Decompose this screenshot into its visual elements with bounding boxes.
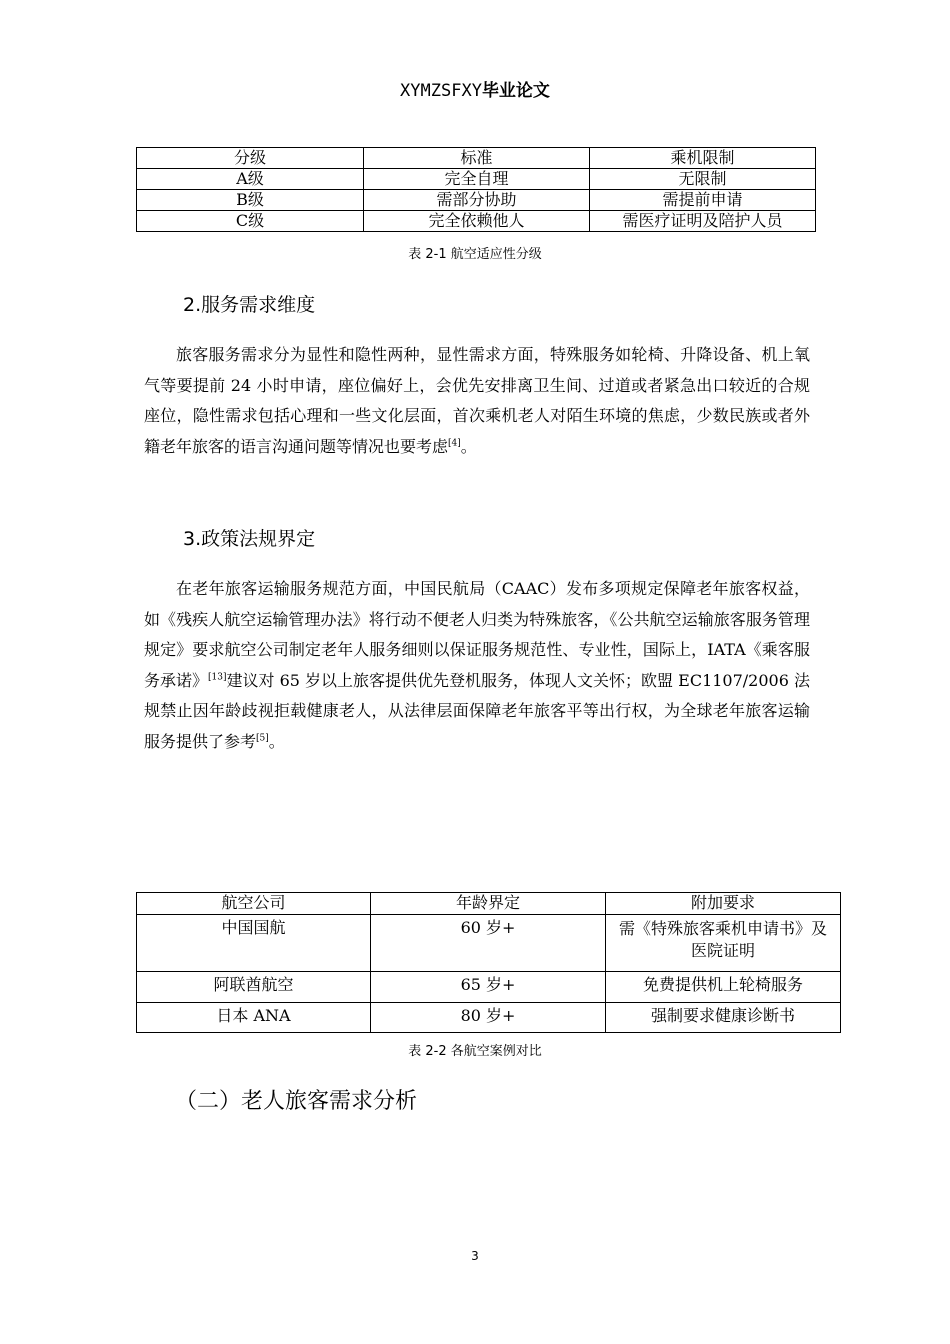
table-row bbox=[137, 211, 816, 232]
citation-ref: [4] bbox=[448, 438, 461, 449]
table-caption: 表 2-2 各航空案例对比 bbox=[408, 1044, 542, 1059]
table-row bbox=[137, 972, 841, 1003]
table-cell: 需提前申请 bbox=[590, 190, 816, 211]
header-title-latin: XYMZSFXY bbox=[400, 81, 482, 101]
table-row bbox=[137, 190, 816, 211]
table-cell: 65 岁+ bbox=[371, 972, 606, 1003]
table-caption: 表 2-1 航空适应性分级 bbox=[408, 247, 542, 262]
table-row bbox=[137, 1003, 841, 1033]
section-heading: 3.政策法规界定 bbox=[183, 528, 316, 550]
body-paragraph bbox=[144, 340, 810, 462]
table-cell: 强制要求健康诊断书 bbox=[606, 1003, 841, 1033]
table-header-cell: 航空公司 bbox=[137, 893, 371, 915]
body-paragraph bbox=[144, 574, 810, 757]
table-cell: B级 bbox=[137, 190, 364, 211]
table-cell: 日本 ANA bbox=[137, 1003, 371, 1033]
table-row bbox=[137, 915, 841, 972]
table-header-cell: 分级 bbox=[137, 148, 364, 169]
table-header-cell: 年龄界定 bbox=[371, 893, 606, 915]
table-cell: 阿联酋航空 bbox=[137, 972, 371, 1003]
airline-comparison-table bbox=[136, 892, 841, 1033]
table-cell: 无限制 bbox=[590, 169, 816, 190]
table-header-cell: 标准 bbox=[364, 148, 590, 169]
section-heading: 2.服务需求维度 bbox=[183, 294, 316, 316]
paragraph-end: 。 bbox=[268, 731, 285, 751]
paragraph-text: 旅客服务需求分为显性和隐性两种，显性需求方面，特殊服务如轮椅、升降设备、机上氧气等要提前 24 小时申请，座位偏好上，会优先安排离卫生间、过道或者紧急出口较近的合规座位，隐性需求包括心理和一些文化层面，首次乘机老人对陌生环境的焦虑，少数民族或者外籍老年旅客的语言沟通问题等情况也要考虑 bbox=[144, 345, 810, 456]
table-cell: 免费提供机上轮椅服务 bbox=[606, 972, 841, 1003]
table-header-cell: 乘机限制 bbox=[590, 148, 816, 169]
table-cell: 中国国航 bbox=[137, 915, 371, 972]
table-header-cell: 附加要求 bbox=[606, 893, 841, 915]
aviation-fitness-table bbox=[136, 147, 816, 232]
header-title-cn: 毕业论文 bbox=[481, 81, 550, 101]
table-cell: 需医疗证明及陪护人员 bbox=[590, 211, 816, 232]
table-cell: 需部分协助 bbox=[364, 190, 590, 211]
paragraph-text: 建议对 65 岁以上旅客提供优先登机服务，体现人文关怀；欧盟 EC1107/2006 法规禁止因年龄歧视拒载健康老人，从法律层面保障老年旅客平等出行权，为全球老年旅客运输服务提供了参考 bbox=[144, 670, 810, 751]
paragraph-text: 在老年旅客运输服务规范方面，中国民航局（CAAC）发布多项规定保障老年旅客权益，如《残疾人航空运输管理办法》将行动不便老人归类为特殊旅客，《公共航空运输旅客服务管理规定》要求航空公司制定老年人服务细则以保证服务规范性、专业性，国际上，IATA《乘客服务承诺》 bbox=[144, 579, 810, 690]
paragraph-end: 。 bbox=[460, 436, 477, 456]
table-row bbox=[137, 169, 816, 190]
table-cell: 80 岁+ bbox=[371, 1003, 606, 1033]
table-header-row bbox=[137, 148, 816, 169]
citation-ref: [13] bbox=[208, 672, 227, 683]
page-header bbox=[0, 76, 950, 101]
table-cell: 需《特殊旅客乘机申请书》及医院证明 bbox=[606, 915, 841, 972]
table-cell: 完全自理 bbox=[364, 169, 590, 190]
table-header-row bbox=[137, 893, 841, 915]
chapter-heading: （二）老人旅客需求分析 bbox=[175, 1089, 418, 1114]
table-cell: A级 bbox=[137, 169, 364, 190]
citation-ref: [5] bbox=[256, 733, 269, 744]
table-cell: 完全依赖他人 bbox=[364, 211, 590, 232]
table-cell: C级 bbox=[137, 211, 364, 232]
page-number: 3 bbox=[471, 1249, 479, 1263]
table-cell: 60 岁+ bbox=[371, 915, 606, 972]
